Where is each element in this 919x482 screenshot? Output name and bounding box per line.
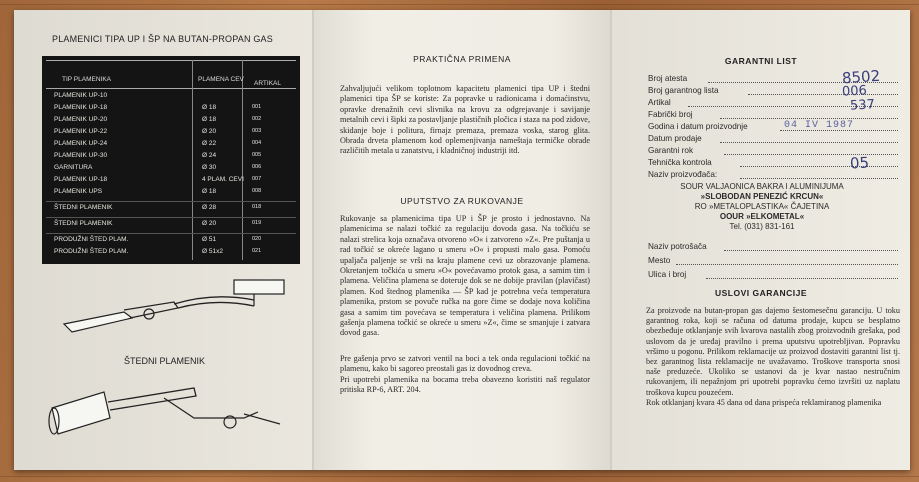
table-row: ŠTEDNI PLAMENIK Ø 20 019 [54,220,262,227]
table-row-divider [46,201,296,202]
burner-illustration [54,272,294,342]
warranty-conditions-text: Za proizvode na butan-propan gas dajemo šestomesečnu garanciju. U toku garantnog roka, koji se računa od datuma prodaje, kupcu se besplatno obezbeđuje otklanjanje svih kvarova nastalih zbog proizvodnih grešaka, pod uslovom da je uređaj pravilno i prema uputstvu upotrebljivan. Popravku vršimo u pogonu. Prilikom reklamacije uz proizvod dostaviti garantni list tj. bez garantnog lista reklamacije ne uvažavamo. Troškove transporta snosi naše preduzeće. Ukoliko se ustanovi da je kvar nastao nestručnim rukovanjem, ili nepažnjom pri upotrebi popravku ćemo izvršiti uz naplatu troškova kupcu pouzećem. Rok otklanjanj kvara 45 dana od dana prispeća reklamiranog plamenika [646,306,900,407]
handwritten-article: 537 [849,97,876,114]
manufacturer-info [642,182,882,232]
table-row: PLAMENIK UP-18 4 PLAM. CEVI 007 [54,176,262,183]
table-row: PLAMENIK UP-24 Ø 22 004 [54,140,262,147]
conditions-title: USLOVI GARANCIJE [714,288,808,298]
handwritten-test-number: 8502 [841,66,881,88]
application-text: Zahvaljujući velikom toplotnom kapacitetu plamenici tipa UP i štedni plamenici tipa ŠP se koriste: Za popravke u radionicama i domaćinstvu, opravke drenažnih cevi slivnika na krovu za odgrejavanje i savijanje metalnih cevi i šipki za postavljanje plastičnih pločica i staza na pod zidove, skidanje boje i politura, firnajz premaza, premaza voska, starog glita. Obrada drveta plamenom kod oplemenjivanja nameštaja termičke obrade različitih metala u zanatstvu, i kladničnoj industriji itd. [340,84,590,156]
brochure [14,10,910,470]
burner-table [42,56,300,264]
table-row: PRODUŽNI ŠTED PLAM. Ø 51 020 [54,236,262,243]
section-title-instructions: UPUTSTVO ZA RUKOVANJE [400,196,524,206]
company-line: SOUR VALJAONICA BAKRA I ALUMINIJUMA [680,182,844,191]
table-header-article: ARTIKAL [254,80,281,87]
instructions-text: Rukovanje sa plamenicima tipa UP i ŠP je prosto i jednostavno. Na plamenicima se nalazi točkić za regulaciju dovoda gasa. Na točkiću se nalazi strelica koja označava otvoreno »O« i zatvoreno »Z«. Pre puštanja u rad točkić se okreće lagano u smeru »O« i propusti malo gasa. Pomoću upaljača paljenje se vrši na kraju plamene cevi uz obrazovanje plamena. Okretanjem točkića u smeru »O« povećavamo protok gasa, a samim tim i plamena. Veličina plamena se doteruje dok se ne dobije pravilan (plavičast) plamen. Kod štednog plamenika — ŠP kad je potrebna veća temperatura plamenika, prstom se povuče ručka na gore čime se dodaje nova količina gasa a samim tim povećava se temperatura i veličina plamena. Prilikom gašenja plamena točkić se okreće u smeru »Z«, čime se smanjuje i zatvara dovod gasa. [340,214,590,338]
table-row-divider [46,217,296,218]
table-row: ŠTEDNI PLAMENIK Ø 28 018 [54,204,262,211]
table-header-divider [46,88,296,89]
table-row: PLAMENIK UP-18 Ø 18 001 [54,104,262,111]
field-warranty-number: Broj garantnog lista [648,86,898,97]
table-border-top [46,60,296,61]
stamped-production-date: 04 IV 1987 [784,120,855,131]
table-title: PLAMENICI TIPA UP I ŠP NA BUTAN-PROPAN GAS [52,34,273,44]
field-buyer-city: Mesto [648,256,898,267]
table-row: PLAMENIK UPS Ø 18 008 [54,188,262,195]
panel-instructions [314,10,610,470]
table-header-tube: PLAMENA CEV [198,76,244,83]
field-manufacturer: Naziv proizvođača: [648,170,898,181]
field-buyer-name: Naziv potrošača [648,242,898,253]
field-production-date: Godina i datum proizvodnje [648,122,898,133]
handwritten-technical-control: 05 [849,153,870,173]
field-article: Artikal [648,98,898,109]
field-warranty-period: Garantni rok [648,146,898,157]
warranty-title: GARANTNI LIST [724,56,798,66]
table-row-divider [46,233,296,234]
table-row: GARNITURA Ø 30 006 [54,164,262,171]
company-line: RO »METALOPLASTIKA« ČAJETINA [694,202,830,211]
table-row: PLAMENIK UP-22 Ø 20 003 [54,128,262,135]
panel-warranty [612,10,910,470]
field-sale-date: Datum prodaje [648,134,898,145]
company-line: Tel. (031) 831-161 [729,222,795,231]
table-row: PLAMENIK UP-10 [54,92,108,99]
field-buyer-street: Ulica i broj [648,270,898,281]
table-row: PRODUŽNI ŠTED PLAM. Ø 51x2 021 [54,248,262,255]
handwritten-warranty-number: 006 [841,83,868,100]
table-row: PLAMENIK UP-20 Ø 18 002 [54,116,262,123]
table-row: PLAMENIK UP-30 Ø 24 005 [54,152,262,159]
section-title-application: PRAKTIČNA PRIMENA [413,54,511,64]
field-technical-control: Tehnička kontrola [648,158,898,169]
wood-grain [0,4,919,5]
company-line: OOUR »ELKOMETAL« [719,212,805,221]
table-header-type: TIP PLAMENIKA [62,76,112,83]
shutdown-text: Pre gašenja prvo se zatvori ventil na boci a tek onda regulacioni točkić na plamenu, kako bi sagoreo preostali gas iz dovodnog creva. Pri upotrebi plamenika na bocama treba obavezno koristiti naš regulator pritiska RP-6, ART. 204. [340,354,590,395]
field-factory-number: Fabrički broj [648,110,898,121]
company-line: »SLOBODAN PENEZIĆ KRCUN« [700,192,824,201]
wood-grain [0,476,919,477]
panel-burner-table [14,10,312,470]
field-test-number: Broj atesta [648,74,898,85]
illustration-caption: ŠTEDNI PLAMENIK [124,356,206,366]
saving-burner-illustration [44,378,284,448]
